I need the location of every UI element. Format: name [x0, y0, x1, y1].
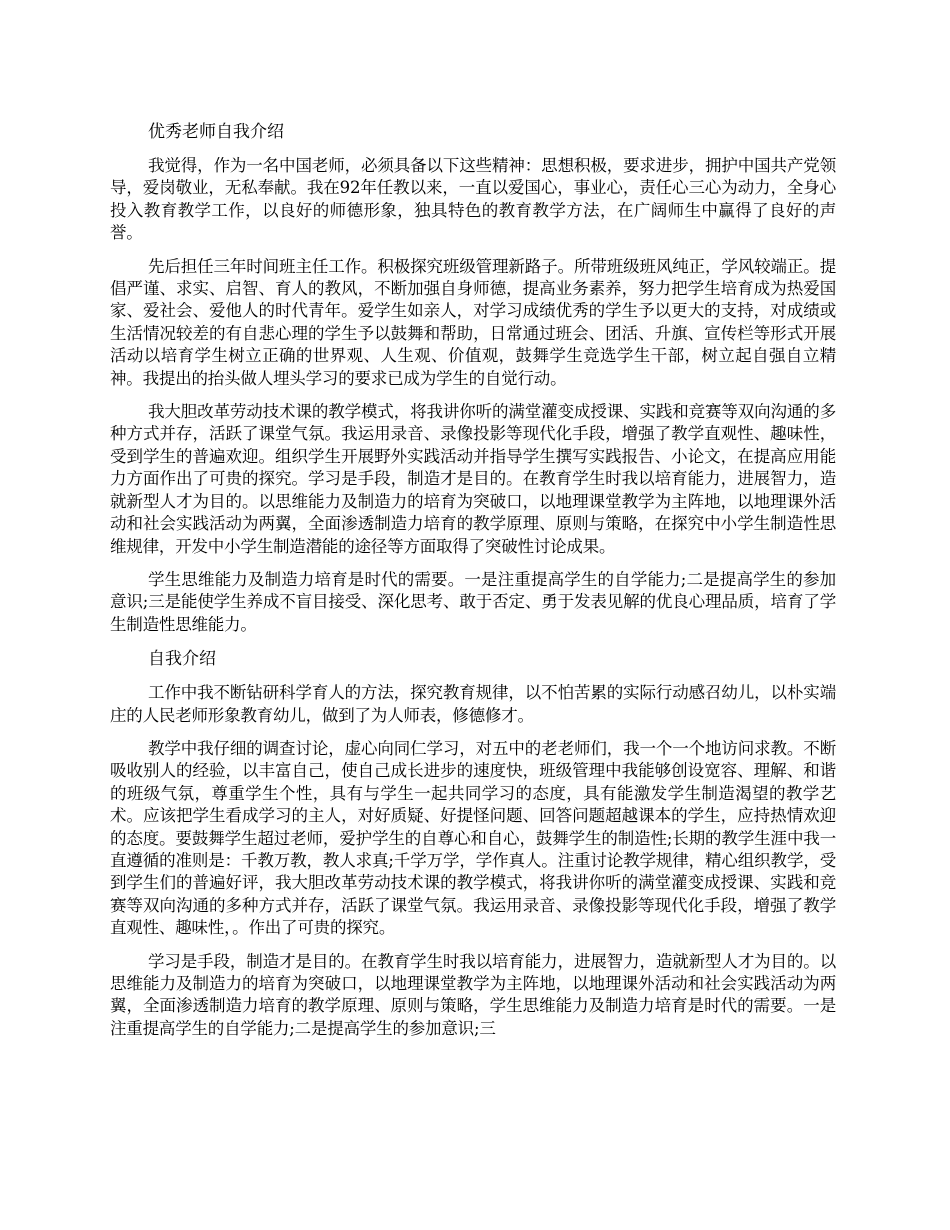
paragraph: 先后担任三年时间班主任工作。积极探究班级管理新路子。所带班级班风纯正，学风较端正。提倡严谨、求实、启智、育人的教风，不断加强自身师德，提高业务素养，努力把学生培育成为热爱国家、爱社会、爱他人的时代青年。爱学生如亲人，对学习成绩优秀的学生予以更大的支持，对成绩或生活情况较差的有自悲心理的学生予以鼓舞和帮助，日常通过班会、团活、升旗、宣传栏等形式开展活动以培育学生树立正确的世界观、人生观、价值观，鼓舞学生竞选学生干部，树立起自强自立精神。我提出的抬头做人埋头学习的要求已成为学生的自觉行动。	[110, 256, 836, 388]
document-title: 优秀老师自我介绍	[148, 122, 284, 142]
document-body	[110, 120, 836, 1051]
paragraph: 教学中我仔细的调查讨论，虚心向同仁学习，对五中的老老师们，我一个一个地访问求教。不断吸收别人的经验，以丰富自己，使自己成长进步的速度快，班级管理中我能够创设宽容、理解、和谐的班级气氛，尊重学生个性，具有与学生一起共同学习的态度，具有能激发学生制造渴望的教学艺术。应该把学生看成学习的主人，对好质疑、好提怪问题、回答问题超越课本的学生，应持热情欢迎的态度。要鼓舞学生超过老师，爱护学生的自尊心和自心，鼓舞学生的制造性;长期的教学生涯中我一直遵循的准则是：千教万教，教人求真;千学万学，学作真人。注重讨论教学规律，精心组织教学，受到学生们的普遍好评，我大胆改革劳动技术课的教学模式，将我讲你听的满堂灌变成授课、实践和竞赛等双向沟通的多种方式并存，活跃了课堂气氛。我运用录音、录像投影等现代化手段，增强了教学直观性、趣味性，。作出了可贵的探究。	[110, 738, 836, 938]
paragraph: 学生思维能力及制造力培育是时代的需要。一是注重提高学生的自学能力;二是提高学生的参加意识;三是能使学生养成不盲目接受、深化思考、敢于否定、勇于发表见解的优良心理品质，培育了学生制造性思维能力。	[110, 569, 836, 634]
paragraph: 我大胆改革劳动技术课的教学模式，将我讲你听的满堂灌变成授课、实践和竞赛等双向沟通的多种方式并存，活跃了课堂气氛。我运用录音、录像投影等现代化手段，增强了教学直观性、趣味性，受到学生的普遍欢迎。组织学生开展野外实践活动并指导学生撰写实践报告、小论文，在提高应用能力方面作出了可贵的探究。学习是手段，制造才是目的。在教育学生时我以培育能力，进展智力，造就新型人才为目的。以思维能力及制造力的培育为突破口，以地理课堂教学为主阵地，以地理课外活动和社会实践活动为两翼，全面渗透制造力培育的教学原理、原则与策略，在探究中小学生制造性思维规律，开发中小学生制造潜能的途径等方面取得了突破性讨论成果。	[110, 402, 836, 556]
paragraph: 学习是手段，制造才是目的。在教育学生时我以培育能力，进展智力，造就新型人才为目的。以思维能力及制造力的培育为突破口，以地理课堂教学为主阵地，以地理课外活动和社会实践活动为两翼，全面渗透制造力培育的教学原理、原则与策略，学生思维能力及制造力培育是时代的需要。一是注重提高学生的自学能力;二是提高学生的参加意识;三	[110, 951, 836, 1038]
section-subtitle: 自我介绍	[148, 649, 216, 670]
paragraph: 我觉得，作为一名中国老师，必须具备以下这些精神：思想积极，要求进步，拥护中国共产党领导，爱岗敬业，无私奉献。我在92年任教以来，一直以爱国心，事业心，责任心三心为动力，全身心投入教育教学工作，以良好的师德形象，独具特色的教育教学方法，在广阔师生中赢得了良好的声誉。	[110, 156, 836, 243]
paragraph: 工作中我不断钻研科学育人的方法，探究教育规律，以不怕苦累的实际行动感召幼儿，以朴实端庄的人民老师形象教育幼儿，做到了为人师表，修德修才。	[110, 683, 836, 725]
